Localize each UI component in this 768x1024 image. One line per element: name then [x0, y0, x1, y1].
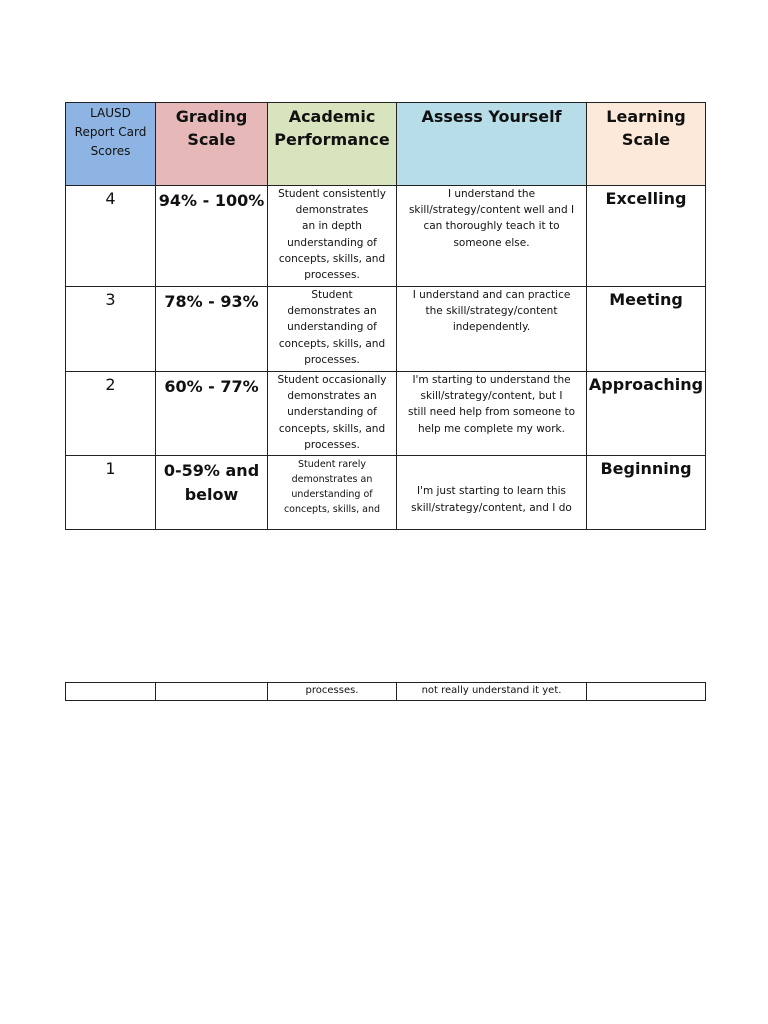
academic-continuation-cell: processes.	[268, 683, 397, 701]
learning-level-cell: Meeting	[587, 287, 706, 372]
academic-performance-cell: Student rarely demonstrates an understanding of concepts, skills, and	[268, 456, 397, 530]
assess-yourself-cell: I understand and can practice the skill/strategy/content independently.	[397, 287, 587, 372]
table-row	[66, 186, 706, 287]
learning-level-cell: Excelling	[587, 186, 706, 287]
header-learning-scale: Learning Scale	[587, 103, 706, 186]
table-row	[66, 456, 706, 530]
percent-cell: 94% - 100%	[156, 186, 268, 287]
continuation-row	[66, 683, 706, 701]
empty-cell	[587, 683, 706, 701]
learning-level-cell: Beginning	[587, 456, 706, 530]
learning-level-cell: Approaching	[587, 372, 706, 456]
table-row	[66, 287, 706, 372]
assess-yourself-cell: I understand the skill/strategy/content well and I can thoroughly teach it to someone else.	[397, 186, 587, 287]
percent-cell: 60% - 77%	[156, 372, 268, 456]
grading-rubric-table	[65, 102, 706, 530]
score-cell: 1	[66, 456, 156, 530]
academic-performance-cell: Student consistently demonstrates an in depth understanding of concepts, skills, and processes.	[268, 186, 397, 287]
empty-cell	[156, 683, 268, 701]
continuation-table	[65, 682, 706, 701]
header-academic-performance: Academic Performance	[268, 103, 397, 186]
empty-cell	[66, 683, 156, 701]
assess-continuation-cell: not really understand it yet.	[397, 683, 587, 701]
header-grading-scale: Grading Scale	[156, 103, 268, 186]
academic-performance-cell: Student occasionally demonstrates an understanding of concepts, skills, and processes.	[268, 372, 397, 456]
header-row	[66, 103, 706, 186]
percent-cell: 78% - 93%	[156, 287, 268, 372]
score-cell: 2	[66, 372, 156, 456]
score-cell: 3	[66, 287, 156, 372]
table-row	[66, 372, 706, 456]
assess-yourself-cell: I'm just starting to learn this skill/strategy/content, and I do	[397, 456, 587, 530]
header-assess-yourself: Assess Yourself	[397, 103, 587, 186]
assess-yourself-cell: I'm starting to understand the skill/strategy/content, but I still need help from someone to help me complete my work.	[397, 372, 587, 456]
header-lausd-scores: LAUSD Report Card Scores	[66, 103, 156, 186]
academic-performance-cell: Student demonstrates an understanding of concepts, skills, and processes.	[268, 287, 397, 372]
percent-cell: 0-59% and below	[156, 456, 268, 530]
score-cell: 4	[66, 186, 156, 287]
